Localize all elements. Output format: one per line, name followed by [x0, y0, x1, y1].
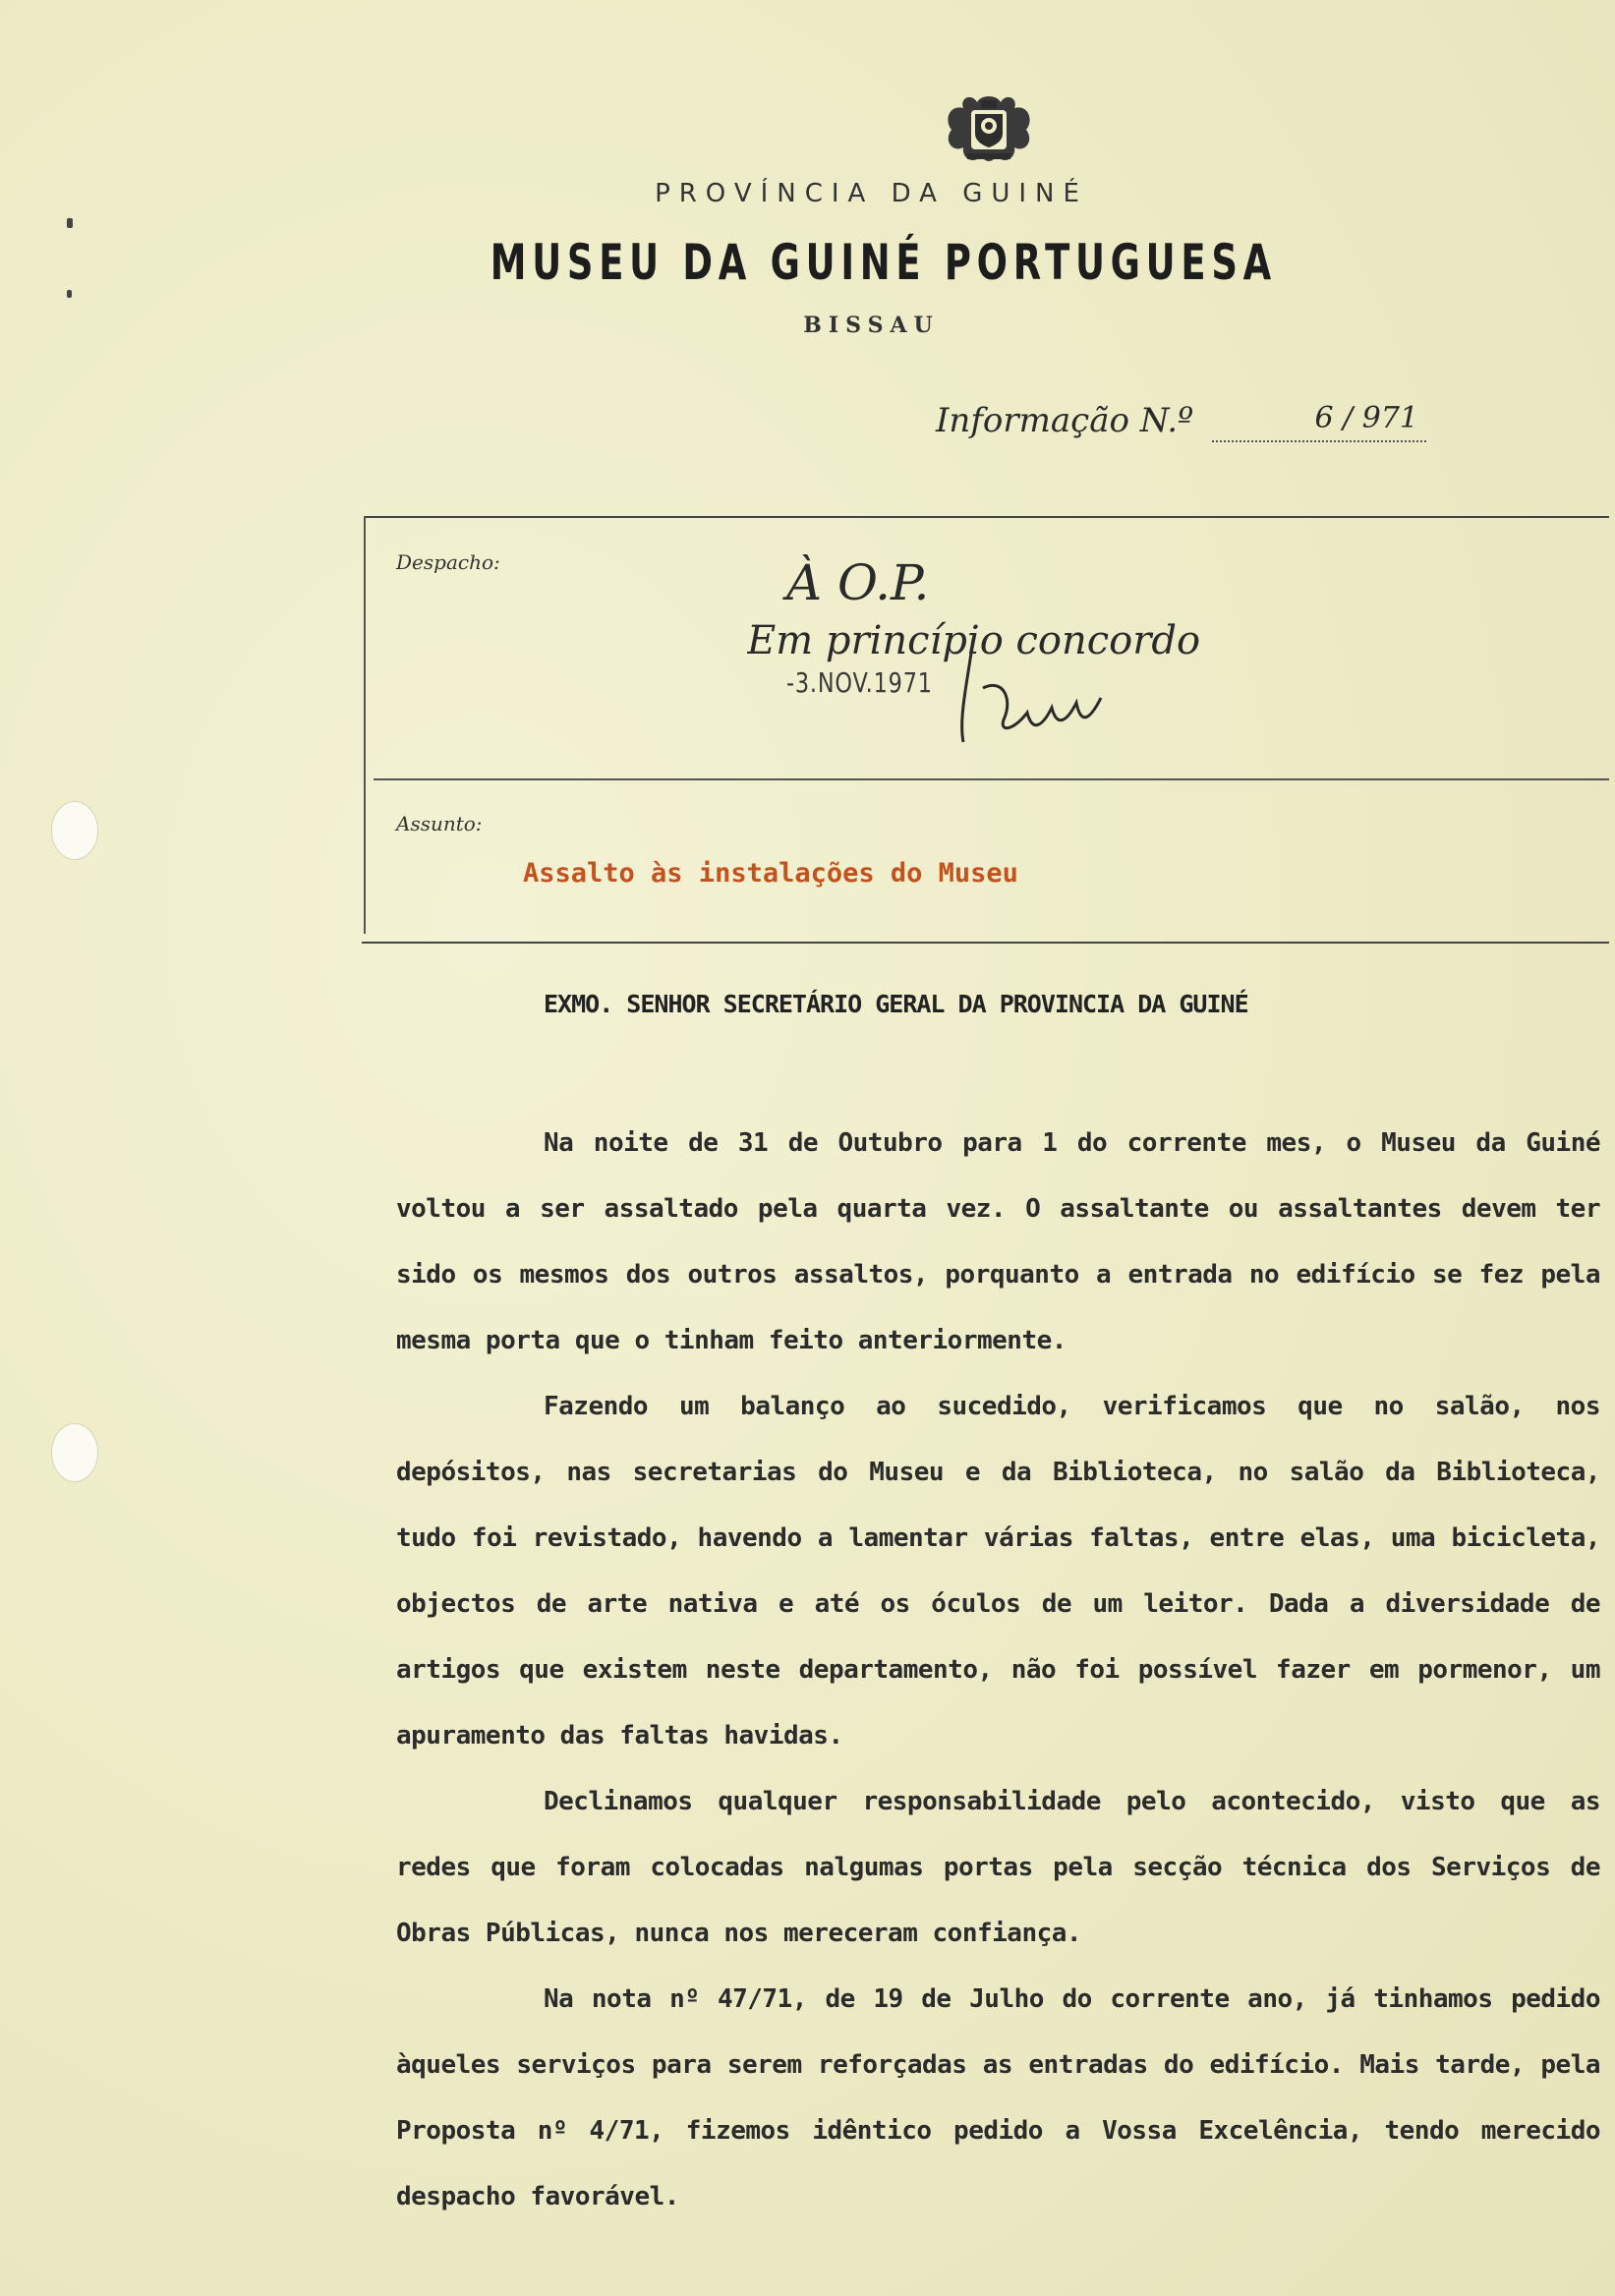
paragraph: Na noite de 31 de Outubro para 1 do corrente mes, o Museu da Guiné voltou a ser assaltado pela quarta vez. O assaltante ou assaltantes devem ter sido os mesmos dos outros assaltos, porquanto a entrada no edifício se fez pela mesma porta que o tinham feito anteriormente.: [396, 1128, 1600, 1355]
subject-label: Assunto:: [396, 812, 483, 835]
date-stamp: -3.NOV.1971: [786, 666, 933, 699]
province-heading: PROVÍNCIA DA GUINÉ: [655, 179, 1088, 208]
box-top-rule: [366, 516, 1609, 518]
paragraph: Fazendo um balanço ao sucedido, verificamos que no salão, nos depósitos, nas secretarias do Museu e da Biblioteca, no salão da Biblioteca, tudo foi revistado, havendo a lamentar várias faltas, entre elas, uma bicicleta, objectos de arte nativa e até os óculos de um leitor. Dada a diversidade de artigos que existem neste departamento, não foi possível fazer em pormenor, um apuramento das faltas havidas.: [396, 1392, 1600, 1751]
box-divider-rule: [374, 778, 1609, 780]
dispatch-label: Despacho:: [396, 550, 500, 574]
punch-hole: [51, 801, 98, 860]
paragraph: Na nota nº 47/71, de 19 de Julho do corrente ano, já tinhamos pedido àqueles serviços para serem reforçadas as entradas do edifício. Mais tarde, pela Proposta nº 4/71, fizemos idêntico pedido a Vossa Excelência, tendo merecido despacho favorável.: [396, 1984, 1600, 2211]
paper-speck: [67, 218, 73, 228]
city-heading: BISSAU: [803, 313, 940, 338]
handwritten-note-line1: À O.P.: [786, 554, 930, 611]
handwritten-dispatch: [747, 531, 1317, 767]
box-bottom-rule: [362, 942, 1609, 944]
letter-body: [396, 1111, 1605, 2230]
subject-text: Assalto às instalações do Museu: [523, 858, 1018, 889]
information-label: Informação N.º: [936, 401, 1194, 440]
institution-heading: MUSEU DA GUINÉ PORTUGUESA: [490, 234, 1277, 291]
paragraph: Declinamos qualquer responsabilidade pelo acontecido, visto que as redes que foram colocadas nalgumas portas pela secção técnica dos Serviços de Obras Públicas, nunca nos mereceram confiança.: [396, 1787, 1600, 1948]
handwritten-note-line2: Em princípio concordo: [747, 618, 1201, 663]
box-left-rule: [364, 516, 366, 934]
addressee-line: EXMO. SENHOR SECRETÁRIO GERAL DA PROVINCIA DA GUINÉ: [544, 990, 1248, 1018]
coat-of-arms-icon: [942, 90, 1036, 167]
information-number: 6 / 971: [1212, 401, 1426, 442]
paper-speck: [67, 290, 72, 298]
punch-hole: [51, 1423, 98, 1482]
